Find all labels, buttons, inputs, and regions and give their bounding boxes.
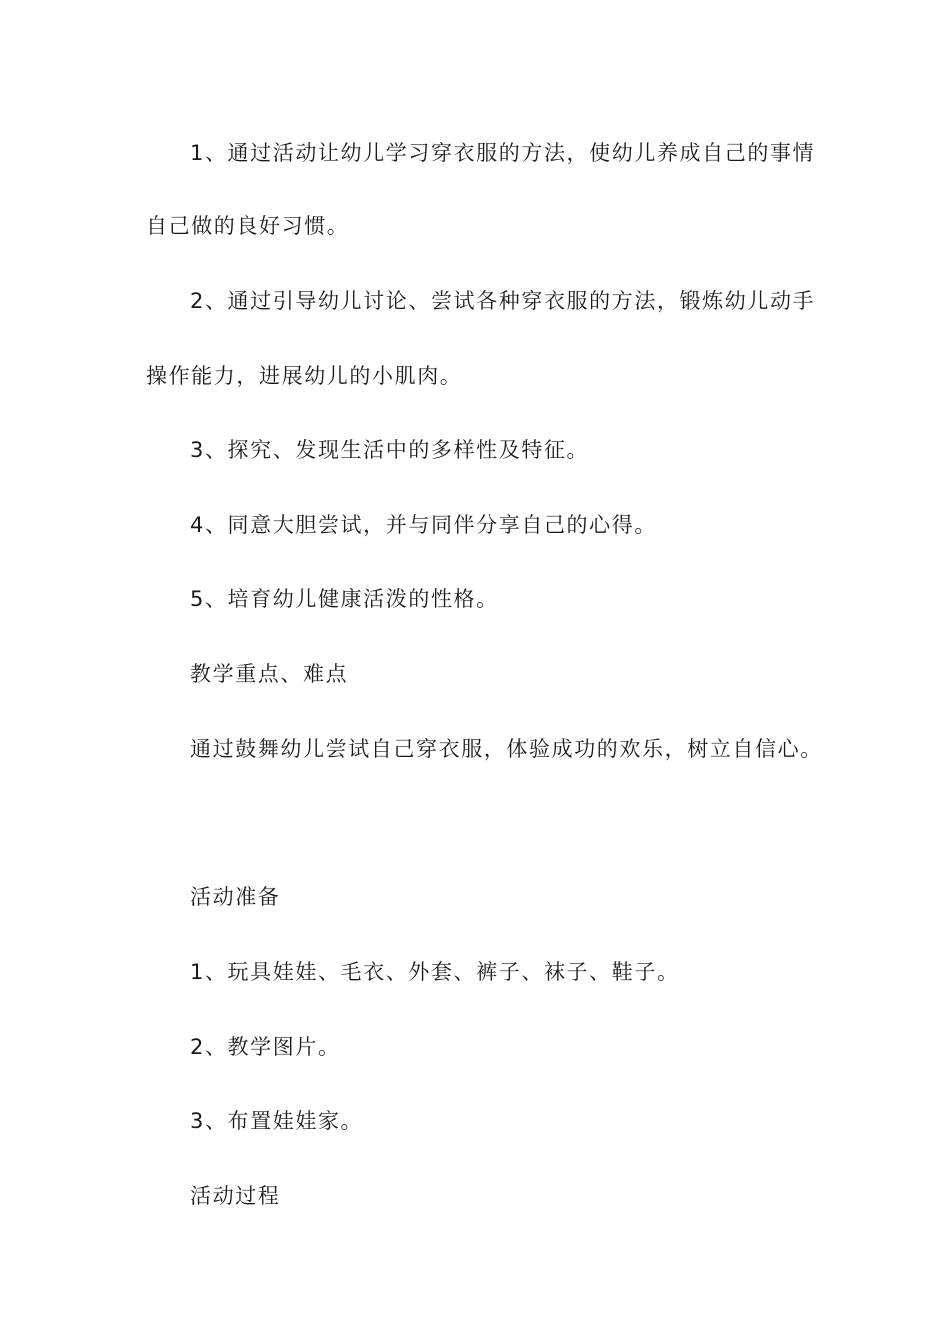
preparation-item-1: 1、玩具娃娃、毛衣、外套、裤子、袜子、鞋子。 [190,960,680,984]
goal-2-line-2: 操作能力，进展幼儿的小肌肉。 [146,364,463,388]
preparation-item-3: 3、布置娃娃家。 [190,1109,364,1133]
heading-process: 活动过程 [190,1184,281,1208]
key-points-text: 通过鼓舞幼儿尝试自己穿衣服，体验成功的欢乐，树立自信心。 [190,737,823,761]
goal-3: 3、探究、发现生活中的多样性及特征。 [190,438,590,462]
heading-preparation: 活动准备 [190,885,281,909]
goal-1-line-2: 自己做的良好习惯。 [146,214,350,238]
preparation-item-2: 2、教学图片。 [190,1035,341,1059]
goal-1-line-1: 1、通过活动让幼儿学习穿衣服的方法，使幼儿养成自己的事情 [190,141,816,165]
goal-2-line-1: 2、通过引导幼儿讨论、尝试各种穿衣服的方法，锻炼幼儿动手 [190,289,816,313]
goal-5: 5、培育幼儿健康活泼的性格。 [190,587,499,611]
goal-4: 4、同意大胆尝试，并与同伴分享自己的心得。 [190,513,657,537]
heading-key-points: 教学重点、难点 [190,662,349,686]
